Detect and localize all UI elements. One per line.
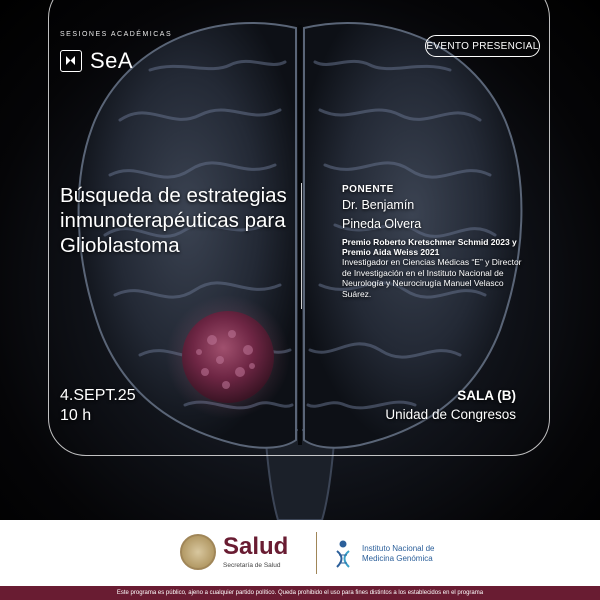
inmegen-name-line2: Medicina Genómica: [362, 554, 433, 563]
event-datetime: [60, 386, 136, 426]
speaker-label: PONENTE: [342, 184, 394, 195]
brand-logo: [60, 48, 133, 74]
title-divider: [301, 183, 302, 309]
event-date: 4.SEPT.25: [60, 387, 136, 404]
salud-logo: [180, 534, 288, 570]
brand-tagline: SESIONES ACADÉMICAS: [60, 31, 173, 38]
venue-room: SALA (B): [457, 388, 516, 403]
event-type-badge: EVENTO PRESENCIAL: [425, 35, 540, 57]
brand-name: SeA: [90, 48, 134, 73]
salud-name: Salud: [223, 533, 289, 560]
speaker-bio: Investigador en Ciencias Médicas “E” y Director de Investigación en el Instituto Nacional de Neurología y Neurocirugía Manuel Velasco Suárez.: [342, 257, 522, 299]
inmegen-name-line1: Instituto Nacional de: [362, 544, 435, 553]
inmegen-logo: [330, 539, 435, 569]
sea-logo-icon: [60, 50, 82, 72]
event-title: Búsqueda de estrategias inmunoterapéuticas para Glioblastoma: [60, 184, 287, 257]
event-venue: [340, 386, 516, 424]
dna-icon: [330, 539, 356, 569]
mexico-seal-icon: [180, 534, 216, 570]
venue-place: Unidad de Congresos: [385, 407, 516, 422]
speaker-name-line1: Dr. Benjamín: [342, 198, 415, 212]
speaker-awards: Premio Roberto Kretschmer Schmid 2023 y Premio Aida Weiss 2021: [342, 237, 517, 257]
speaker-name-line2: Pineda Olvera: [342, 217, 422, 231]
disclaimer-bar: Este programa es público, ajeno a cualquier partido político. Queda prohibido el uso para fines distintos a los establecidos en el programa: [0, 586, 600, 600]
salud-subtitle: Secretaría de Salud: [223, 562, 281, 569]
speaker-block: [342, 184, 527, 299]
footer-divider: [316, 532, 317, 574]
event-time: 10 h: [60, 407, 92, 424]
